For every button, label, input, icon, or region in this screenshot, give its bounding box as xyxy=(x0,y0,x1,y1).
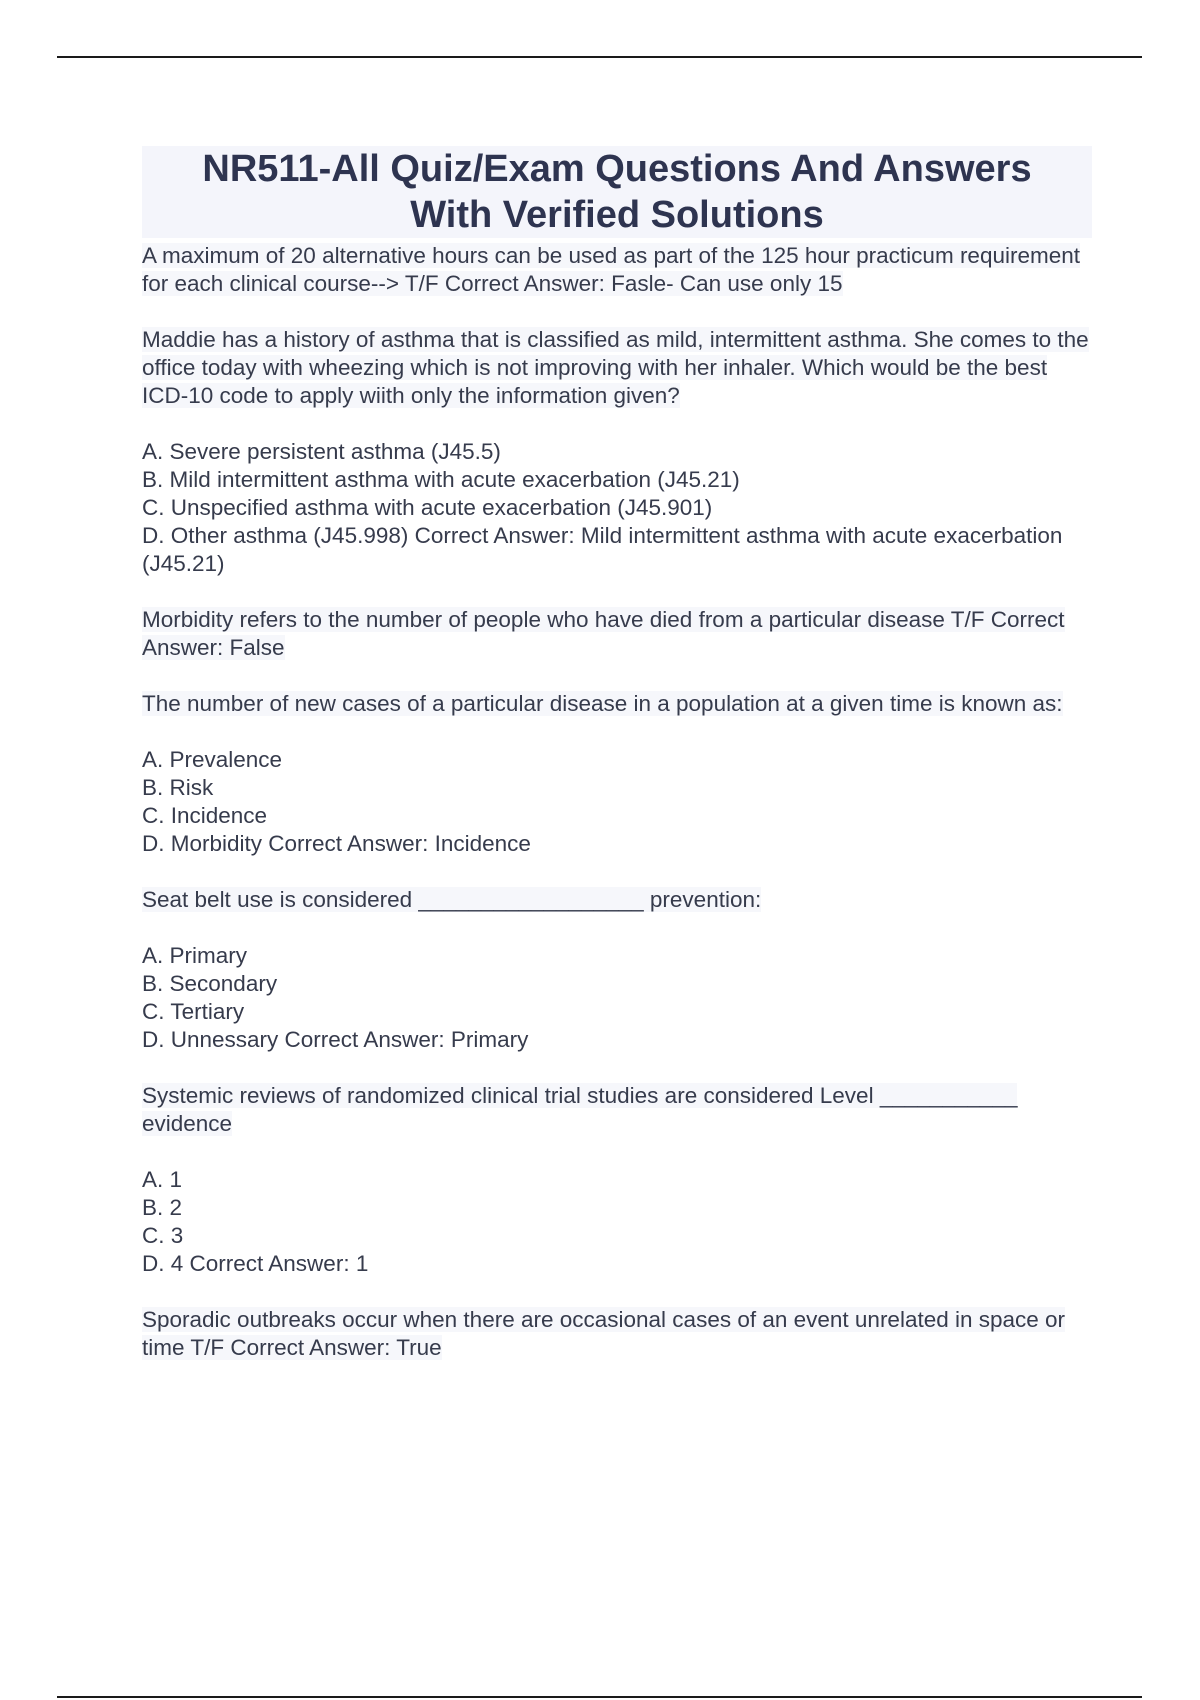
option-d: D. Morbidity Correct Answer: Incidence xyxy=(142,831,531,856)
question-3 xyxy=(142,606,1092,662)
option-c: C. Tertiary xyxy=(142,999,245,1024)
options-list xyxy=(142,438,1092,578)
question-text: Maddie has a history of asthma that is classified as mild, intermittent asthma. She comes to the office today with wheezing which is not improving with her inhaler. Which would be the best ICD-10 code to apply wiith only the information given? xyxy=(142,327,1089,408)
question-text: A maximum of 20 alternative hours can be used as part of the 125 hour practicum requirement for each clinical course--> T/F Correct Answer: Fasle- Can use only 15 xyxy=(142,243,1081,296)
option-b: B. 2 xyxy=(142,1195,183,1220)
options-list xyxy=(142,746,1092,858)
question-text: Seat belt use is considered __________________ prevention: xyxy=(142,887,762,912)
question-1 xyxy=(142,242,1092,298)
title-line-1: NR511-All Quiz/Exam Questions And Answers xyxy=(202,148,1032,190)
option-c: C. Unspecified asthma with acute exacerbation (J45.901) xyxy=(142,495,713,520)
top-rule xyxy=(57,56,1142,58)
option-b: B. Risk xyxy=(142,775,214,800)
option-b: B. Mild intermittent asthma with acute exacerbation (J45.21) xyxy=(142,467,740,492)
document-body xyxy=(142,146,1092,1390)
title-line-2: With Verified Solutions xyxy=(410,194,824,236)
options-list xyxy=(142,1166,1092,1278)
question-5 xyxy=(142,886,1092,1054)
question-2 xyxy=(142,326,1092,578)
question-text: Systemic reviews of randomized clinical trial studies are considered Level ___________ evidence xyxy=(142,1083,1018,1136)
question-text: Morbidity refers to the number of people who have died from a particular disease T/F Correct Answer: False xyxy=(142,607,1065,660)
option-d: D. Other asthma (J45.998) Correct Answer: Mild intermittent asthma with acute exacerbation (J45.21) xyxy=(142,523,1063,576)
question-text: The number of new cases of a particular disease in a population at a given time is known as: xyxy=(142,691,1063,716)
option-b: B. Secondary xyxy=(142,971,278,996)
option-a: A. 1 xyxy=(142,1167,183,1192)
option-c: C. Incidence xyxy=(142,803,268,828)
option-d: D. Unnessary Correct Answer: Primary xyxy=(142,1027,529,1052)
question-4 xyxy=(142,690,1092,858)
question-text: Sporadic outbreaks occur when there are occasional cases of an event unrelated in space or time T/F Correct Answer: True xyxy=(142,1307,1066,1360)
bottom-rule xyxy=(57,1696,1142,1698)
option-a: A. Severe persistent asthma (J45.5) xyxy=(142,439,501,464)
option-c: C. 3 xyxy=(142,1223,184,1248)
options-list xyxy=(142,942,1092,1054)
option-a: A. Primary xyxy=(142,943,248,968)
question-6 xyxy=(142,1082,1092,1278)
question-7 xyxy=(142,1306,1092,1362)
document-title xyxy=(142,146,1092,238)
option-a: A. Prevalence xyxy=(142,747,283,772)
option-d: D. 4 Correct Answer: 1 xyxy=(142,1251,369,1276)
